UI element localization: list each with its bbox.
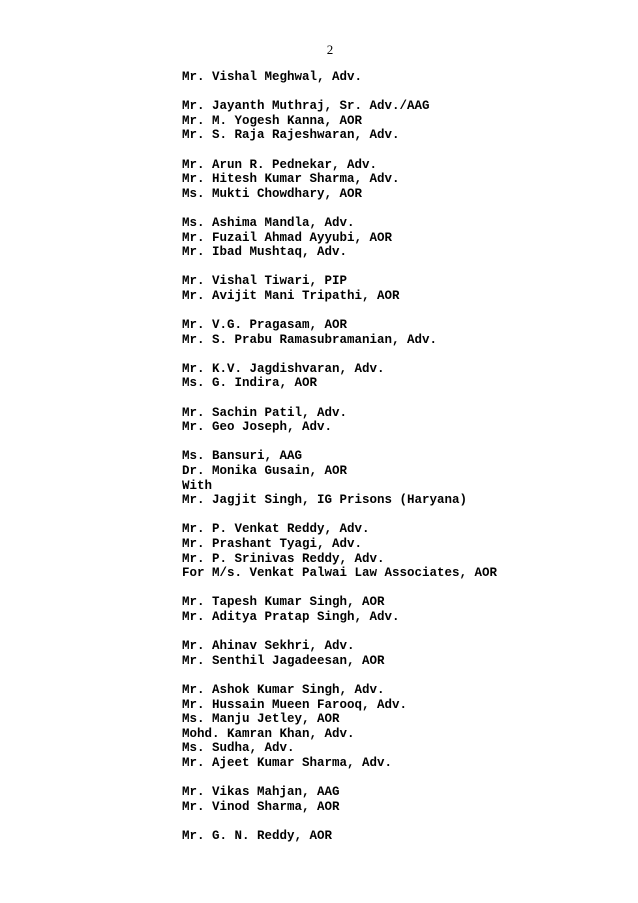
group-separator — [182, 771, 497, 786]
counsel-line: Mr. M. Yogesh Kanna, AOR — [182, 113, 363, 128]
counsel-group — [182, 274, 497, 303]
counsel-line: Mr. Tapesh Kumar Singh, AOR — [182, 595, 385, 610]
counsel-line: Mr. Ibad Mushtaq, Adv. — [182, 245, 348, 260]
group-separator — [182, 625, 497, 640]
group-separator — [182, 304, 497, 319]
counsel-group — [182, 785, 497, 814]
group-separator — [182, 85, 497, 100]
counsel-group — [182, 158, 497, 202]
counsel-line: Mr. P. Srinivas Reddy, Adv. — [182, 551, 385, 566]
counsel-line: Ms. Mukti Chowdhary, AOR — [182, 186, 363, 201]
group-separator — [182, 143, 497, 158]
counsel-line: Mr. Ahinav Sekhri, Adv. — [182, 639, 355, 654]
counsel-line: Mr. Jayanth Muthraj, Sr. Adv./AAG — [182, 99, 430, 114]
counsel-group — [182, 595, 497, 624]
counsel-line: Mr. Vishal Tiwari, PIP — [182, 274, 348, 289]
counsel-group — [182, 70, 497, 85]
counsel-line: Mr. Vinod Sharma, AOR — [182, 799, 340, 814]
counsel-line: Mr. Avijit Mani Tripathi, AOR — [182, 288, 400, 303]
counsel-group — [182, 216, 497, 260]
counsel-line: For M/s. Venkat Palwai Law Associates, AOR — [182, 566, 498, 581]
counsel-group — [182, 99, 497, 143]
counsel-group — [182, 449, 497, 507]
counsel-group — [182, 362, 497, 391]
group-separator — [182, 347, 497, 362]
counsel-group — [182, 406, 497, 435]
counsel-line: With — [182, 478, 213, 493]
counsel-line: Mr. Vikas Mahjan, AAG — [182, 785, 340, 800]
counsel-line: Ms. Manju Jetley, AOR — [182, 712, 340, 727]
counsel-line: Mr. Prashant Tyagi, Adv. — [182, 537, 363, 551]
counsel-line: Mr. Hussain Mueen Farooq, Adv. — [182, 697, 408, 712]
counsel-line: Mr. Hitesh Kumar Sharma, Adv. — [182, 172, 400, 187]
group-separator — [182, 391, 497, 406]
counsel-line: Mr. Senthil Jagadeesan, AOR — [182, 653, 385, 668]
counsel-line: Mr. Aditya Pratap Singh, Adv. — [182, 609, 400, 624]
counsel-line: Mr. G. N. Reddy, AOR — [182, 828, 333, 843]
counsel-list — [182, 70, 497, 843]
counsel-line: Mr. Ajeet Kumar Sharma, Adv. — [182, 755, 393, 770]
group-separator — [182, 581, 497, 596]
counsel-line: Mr. S. Raja Rajeshwaran, Adv. — [182, 128, 400, 143]
page-number: 2 — [326, 42, 334, 57]
counsel-line: Mr. Arun R. Pednekar, Adv. — [182, 157, 378, 172]
counsel-group — [182, 683, 497, 771]
counsel-line: Ms. Bansuri, AAG — [182, 449, 303, 464]
counsel-line: Mr. S. Prabu Ramasubramanian, Adv. — [182, 332, 438, 347]
counsel-line: Mr. K.V. Jagdishvaran, Adv. — [182, 361, 385, 376]
counsel-line: Mr. Vishal Meghwal, Adv. — [182, 70, 363, 84]
counsel-group — [182, 829, 497, 844]
counsel-group — [182, 318, 497, 347]
counsel-line: Mr. Ashok Kumar Singh, Adv. — [182, 682, 385, 697]
group-separator — [182, 508, 497, 523]
counsel-line: Ms. Sudha, Adv. — [182, 741, 295, 756]
counsel-line: Ms. Ashima Mandla, Adv. — [182, 215, 355, 230]
counsel-line: Mr. Fuzail Ahmad Ayyubi, AOR — [182, 230, 393, 245]
counsel-line: Ms. G. Indira, AOR — [182, 376, 318, 391]
counsel-line: Mr. Sachin Patil, Adv. — [182, 405, 348, 420]
counsel-group — [182, 522, 497, 580]
group-separator — [182, 435, 497, 450]
group-separator — [182, 260, 497, 275]
counsel-group — [182, 639, 497, 668]
counsel-line: Mr. Geo Joseph, Adv. — [182, 420, 333, 435]
group-separator — [182, 668, 497, 683]
group-separator — [182, 201, 497, 216]
counsel-line: Dr. Monika Gusain, AOR — [182, 464, 348, 479]
counsel-line: Mohd. Kamran Khan, Adv. — [182, 726, 355, 741]
counsel-line: Mr. P. Venkat Reddy, Adv. — [182, 522, 370, 537]
group-separator — [182, 814, 497, 829]
counsel-line: Mr. Jagjit Singh, IG Prisons (Haryana) — [182, 493, 468, 508]
counsel-line: Mr. V.G. Pragasam, AOR — [182, 318, 348, 333]
